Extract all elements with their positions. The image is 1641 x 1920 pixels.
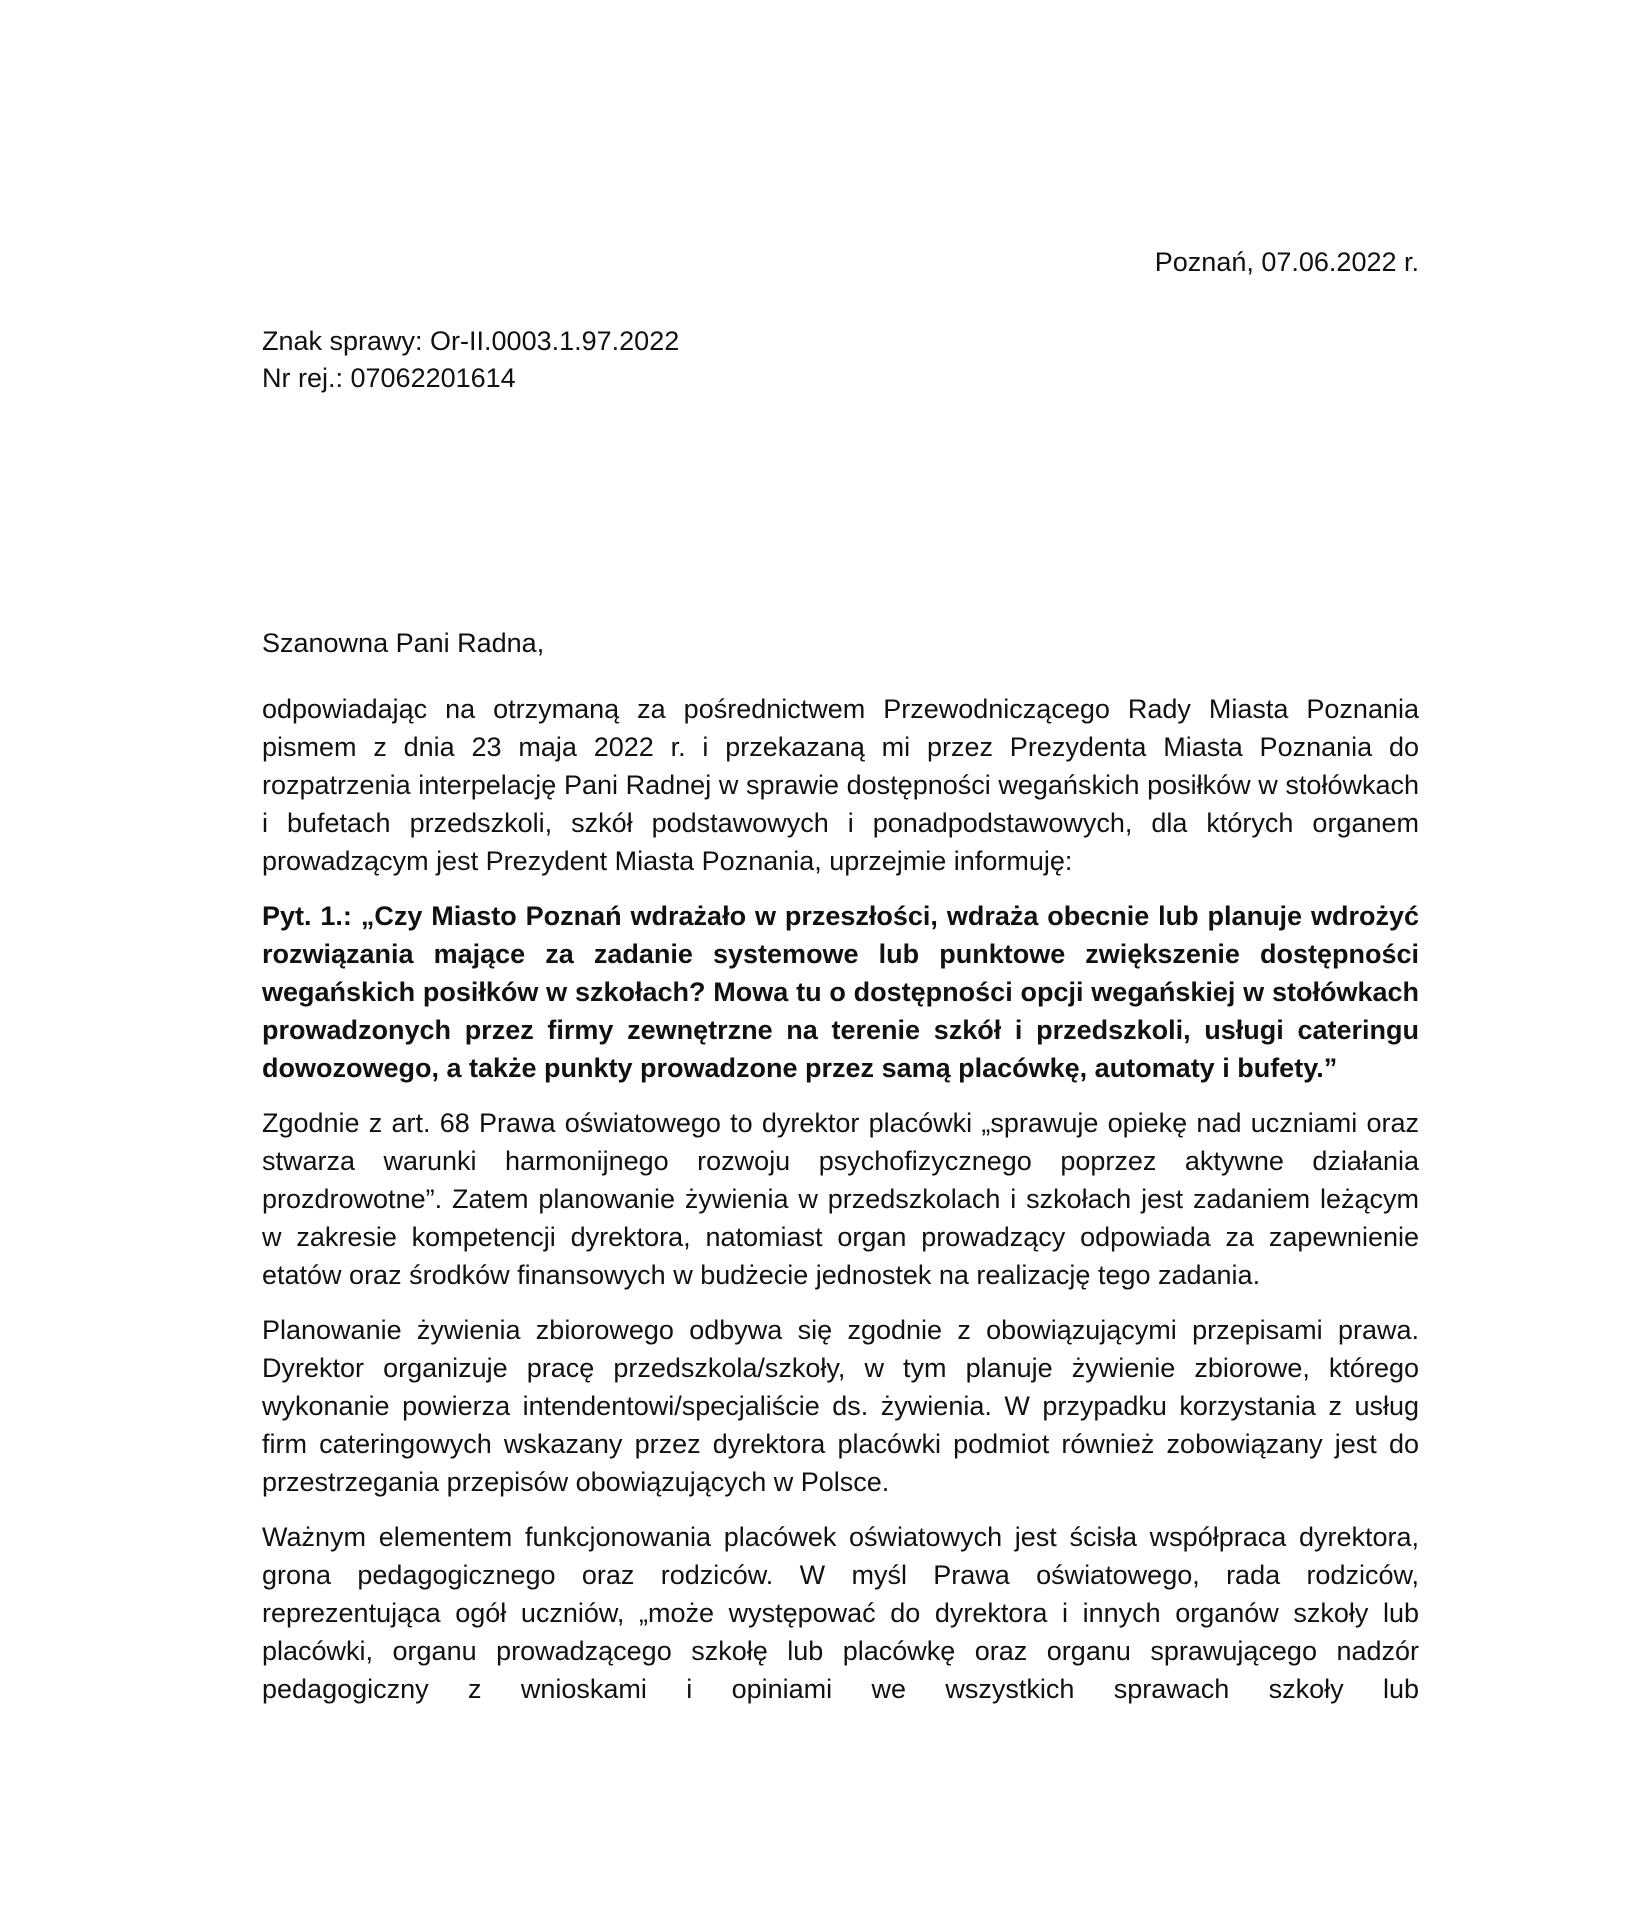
reference-block bbox=[262, 323, 679, 397]
salutation: Szanowna Pani Radna, bbox=[262, 628, 545, 658]
body-paragraph-2: Planowanie żywienia zbiorowego odbywa się zgodnie z obowiązującymi przepisami prawa. Dyrektor organizuje pracę przedszkola/szkoły, w tym planuje żywienie zbiorowe, którego wykonanie powierza intendentowi/specjaliście ds. żywienia. W przypadku korzystania z usług firm cateringowych wskazany przez dyrektora placówki podmiot również zobowiązany jest do przestrzegania przepisów obowiązujących w Polsce. bbox=[262, 1315, 1419, 1497]
body-paragraph-3: Ważnym elementem funkcjonowania placówek oświatowych jest ścisła współpraca dyrektora, grona pedagogicznego oraz rodziców. W myśl Prawa oświatowego, rada rodziców, reprezentująca ogół uczniów, „może występować do dyrektora i innych organów szkoły lub placówki, organu prowadzącego szkołę lub placówkę oraz organu sprawującego nadzór pedagogiczny z wnioskami i opiniami we wszystkich sprawach szkoły lub bbox=[262, 1522, 1419, 1704]
place-date: Poznań, 07.06.2022 r. bbox=[1154, 247, 1419, 277]
body-paragraph-1: Zgodnie z art. 68 Prawa oświatowego to dyrektor placówki „sprawuje opiekę nad uczniami oraz stwarza warunki harmonijnego rozwoju psychofizycznego poprzez aktywne działania prozdrowotne”. Zatem planowanie żywienia w przedszkolach i szkołach jest zadaniem leżącym w zakresie kompetencji dyrektora, natomiast organ prowadzący odpowiada za zapewnienie etatów oraz środków finansowych w budżecie jednostek na realizację tego zadania. bbox=[262, 1108, 1419, 1290]
letter-body bbox=[262, 624, 1419, 1725]
registration-number: Nr rej.: 07062201614 bbox=[262, 363, 516, 393]
question-1: Pyt. 1.: „Czy Miasto Poznań wdrażało w przeszłości, wdraża obecnie lub planuje wdrożyć rozwiązania mające za zadanie systemowe lub punktowe zwiększenie dostępności wegańskich posiłków w szkołach? Mowa tu o dostępności opcji wegańskiej w stołówkach prowadzonych przez firmy zewnętrzne na terenie szkół i przedszkoli, usługi cateringu dowozowego, a także punkty prowadzone przez samą placówkę, automaty i bufety.” bbox=[262, 901, 1419, 1083]
intro-paragraph: odpowiadając na otrzymaną za pośrednictwem Przewodniczącego Rady Miasta Poznania pismem z dnia 23 maja 2022 r. i przekazaną mi przez Prezydenta Miasta Poznania do rozpatrzenia interpelację Pani Radnej w sprawie dostępności wegańskich posiłków w stołówkach i bufetach przedszkoli, szkół podstawowych i ponadpodstawowych, dla których organem prowadzącym jest Prezydent Miasta Poznania, uprzejmie informuję: bbox=[262, 694, 1419, 876]
case-number: Znak sprawy: Or-II.0003.1.97.2022 bbox=[262, 326, 680, 356]
